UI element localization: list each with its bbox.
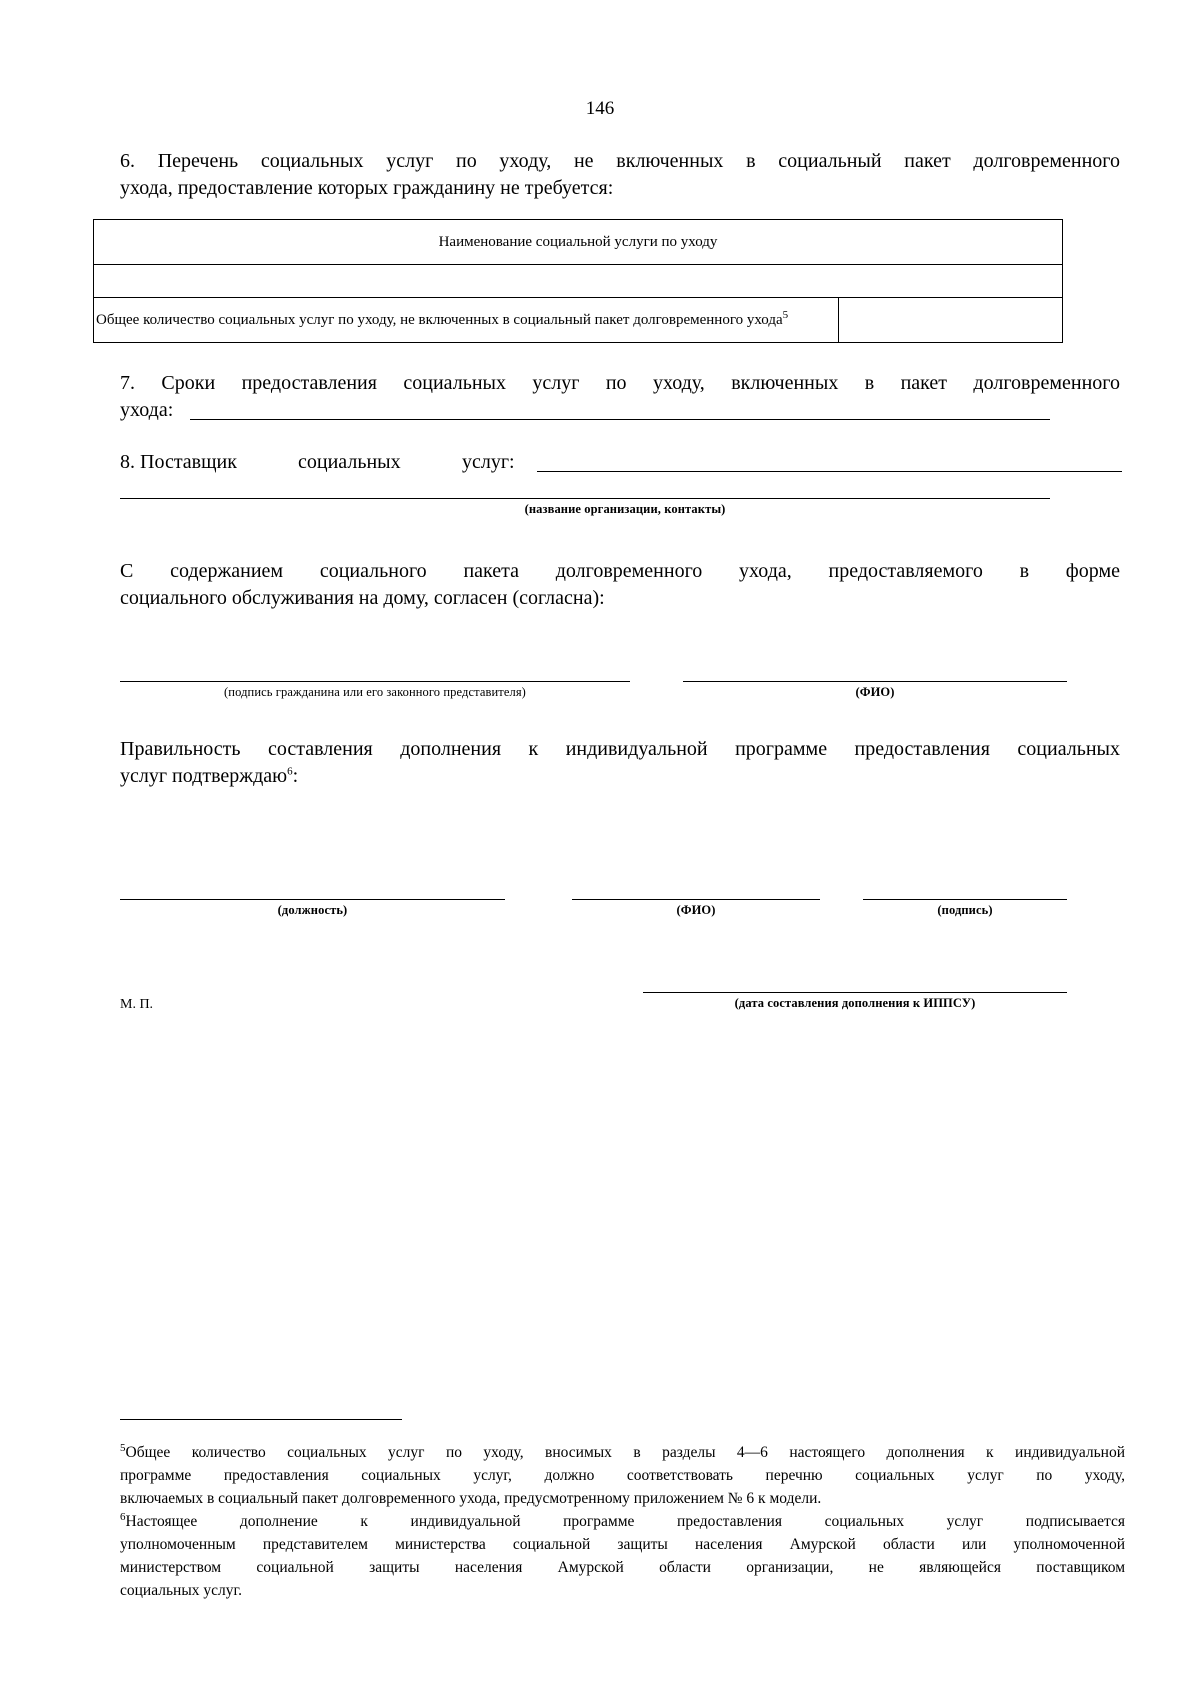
section-6-line-1: 6. Перечень социальных услуг по уходу, не включенных в социальный пакет долговременного	[120, 150, 1120, 172]
footnote-separator	[120, 1419, 402, 1420]
footnote-6	[120, 1510, 1125, 1602]
provider-field[interactable]	[537, 471, 1122, 472]
consent-line-2: социального обслуживания на дому, согласен (согласна):	[120, 587, 605, 609]
footnote-5-line-3: включаемых в социальный пакет долговременного ухода, предусмотренному приложением № 6 к модели.	[120, 1490, 822, 1507]
citizen-fio-caption: (ФИО)	[855, 685, 895, 699]
date-caption: (дата составления дополнения к ИППСУ)	[734, 996, 976, 1010]
footnote-ref-6: 6	[287, 765, 293, 778]
services-table-total-label	[94, 298, 839, 343]
official-signature-field[interactable]	[863, 899, 1067, 900]
services-table-total-value[interactable]	[839, 298, 1063, 343]
date-field[interactable]	[643, 992, 1067, 993]
footnote-6-mark: 6	[120, 1510, 126, 1523]
citizen-signature-caption: (подпись гражданина или его законного представителя)	[224, 685, 526, 699]
footnote-5-mark: 5	[120, 1441, 126, 1454]
footnote-6-line-1: $^6$Настоящее дополнение к индивидуальной программе предоставления социальных услуг подписывается	[120, 1510, 1125, 1530]
footnote-5-line-2: программе предоставления социальных услуг, должно соответствовать перечню социальных услуг по уходу,	[120, 1467, 1125, 1484]
footnote-6-line-2: уполномоченным представителем министерства социальной защиты населения Амурской области или уполномоченной	[120, 1536, 1125, 1553]
footnote-6-line-3: министерством социальной защиты населения Амурской области организации, не являющейся поставщиком	[120, 1559, 1125, 1576]
confirmation-line-2-text: услуг подтверждаю	[120, 765, 288, 787]
services-table-header: Наименование социальной услуги по уходу	[94, 220, 1063, 265]
confirmation-line-2-end: :	[292, 765, 299, 787]
section-7-line-2: ухода:	[120, 399, 174, 421]
footnote-6-line-4: социальных услуг.	[120, 1582, 242, 1599]
citizen-signature-field[interactable]	[120, 681, 630, 682]
section-6-line-2: ухода, предоставление которых гражданину не требуется:	[120, 177, 614, 199]
confirmation-line-2	[120, 763, 298, 790]
footnote-5-line-1: $^5$Общее количество социальных услуг по уходу, вносимых в разделы 4—6 настоящего дополнения к индивидуальной	[120, 1441, 1125, 1461]
section-7-line-1: 7. Сроки предоставления социальных услуг по уходу, включенных в пакет долговременного	[120, 372, 1120, 394]
footnote-ref-5: 5	[782, 308, 789, 321]
section-8-word-services: услуг:	[462, 451, 515, 473]
official-position-caption: (должность)	[277, 903, 348, 917]
section-8-number: 8. Поставщик	[120, 451, 237, 473]
services-table-empty-row[interactable]	[94, 265, 1063, 298]
stamp-place-label: М. П.	[120, 997, 154, 1012]
section-8-word-social: социальных	[298, 451, 401, 473]
footnote-5	[120, 1441, 1125, 1510]
services-table	[93, 219, 1063, 343]
official-fio-caption: (ФИО)	[676, 903, 716, 917]
official-signature-caption: (подпись)	[937, 903, 993, 917]
official-fio-field[interactable]	[572, 899, 820, 900]
consent-line-1: С содержанием социального пакета долговременного ухода, предоставляемого в форме	[120, 560, 1120, 582]
confirmation-line-1: Правильность составления дополнения к индивидуальной программе предоставления социальных	[120, 738, 1120, 760]
total-label-text: Общее количество социальных услуг по уходу, не включенных в социальный пакет долговременного ухода	[96, 311, 783, 328]
page-number: 146	[585, 98, 615, 119]
official-position-field[interactable]	[120, 899, 505, 900]
citizen-fio-field[interactable]	[683, 681, 1067, 682]
section-7-term-field[interactable]	[190, 419, 1050, 420]
provider-field-2[interactable]	[120, 498, 1050, 499]
provider-caption: (название организации, контакты)	[524, 502, 726, 516]
